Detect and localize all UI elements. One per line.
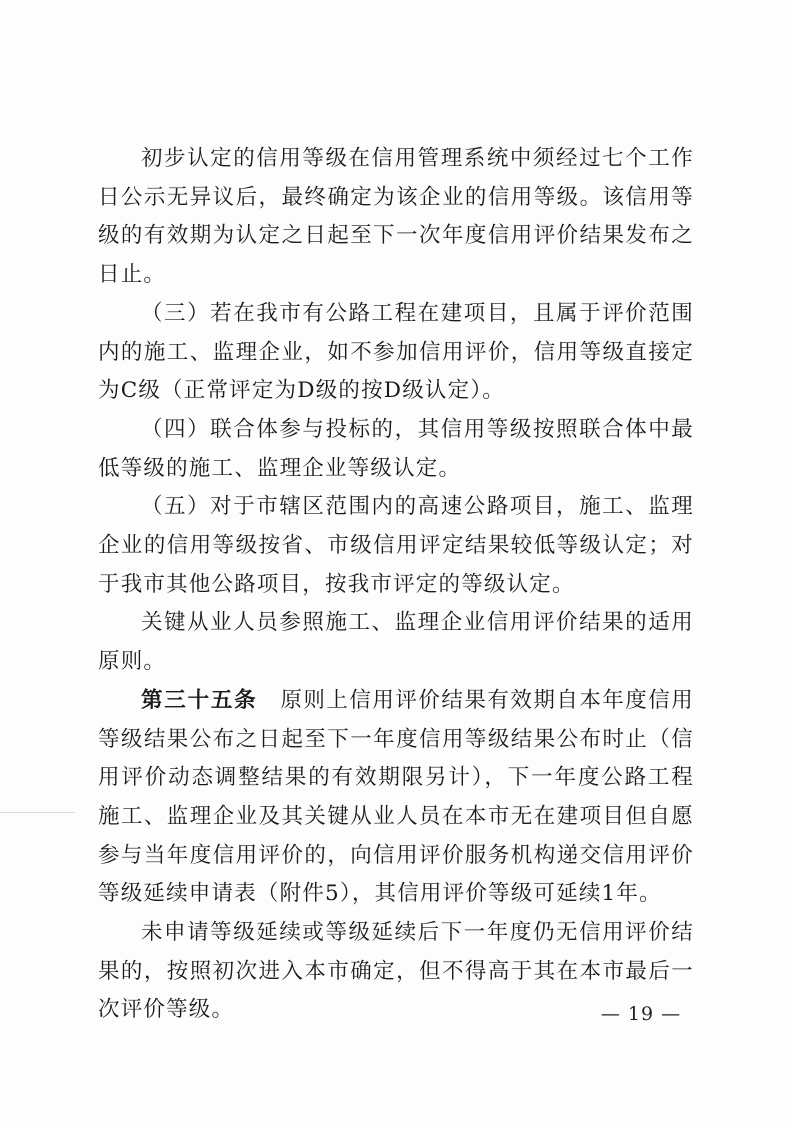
paragraph-publicity: [98, 140, 694, 295]
paragraph-item-five: [98, 488, 694, 604]
page-number: — 19 —: [600, 1003, 682, 1025]
paragraph-text: （三）若在我市有公路工程在建项目，且属于评价范围内的施工、监理企业，如不参加信用评价，信用等级直接定为C级（正常评定为D级的按D级认定）。: [98, 300, 694, 404]
paragraph-text: 原则上信用评价结果有效期自本年度信用等级结果公布之日起至下一年度信用等级结果公布时止（信用评价动态调整结果的有效期限另计），下一年度公路工程施工、监理企业及其关键从业人员在本市无在建项目但自愿参与当年度信用评价的，向信用评价服务机构递交信用评价等级延续申请表（附件5），其信用评价等级可延续1年。: [98, 687, 694, 907]
paragraph-text: 未申请等级延续或等级延续后下一年度仍无信用评价结果的，按照初次进入本市确定，但不得高于其在本市最后一次评价等级。: [98, 920, 694, 1023]
document-body: [98, 140, 694, 1030]
paragraph-text: （五）对于市辖区范围内的高速公路项目，施工、监理企业的信用等级按省、市级信用评定结果较低等级认定；对于我市其他公路项目，按我市评定的等级认定。: [98, 494, 694, 597]
paragraph-key-personnel: [98, 604, 694, 681]
scan-divider: [0, 812, 75, 813]
paragraph-item-three: [98, 295, 694, 411]
paragraph-item-four: [98, 411, 694, 488]
paragraph-text: （四）联合体参与投标的，其信用等级按照联合体中最低等级的施工、监理企业等级认定。: [98, 416, 694, 481]
paragraph-article-35: [98, 682, 694, 914]
paragraph-text: 关键从业人员参照施工、监理企业信用评价结果的适用原则。: [98, 610, 694, 675]
article-heading: 第三十五条: [141, 687, 258, 713]
paragraph-text: 初步认定的信用等级在信用管理系统中须经过七个工作日公示无异议后，最终确定为该企业的信用等级。该信用等级的有效期为认定之日起至下一次年度信用评价结果发布之日止。: [98, 146, 694, 288]
